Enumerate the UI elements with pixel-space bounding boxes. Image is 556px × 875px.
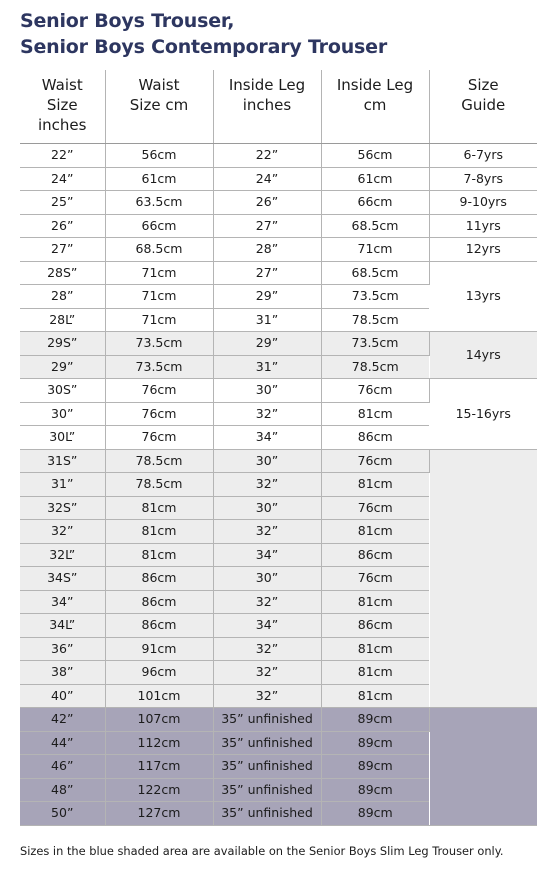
cell-waist-cm: 91cm bbox=[105, 637, 213, 661]
cell-waist-cm: 73.5cm bbox=[105, 355, 213, 379]
cell-waist-inches: 31” bbox=[20, 473, 105, 497]
header-waist-inches bbox=[20, 70, 105, 144]
cell-waist-inches: 25” bbox=[20, 191, 105, 215]
header-text: Size cm bbox=[129, 96, 189, 114]
table-row bbox=[20, 379, 537, 403]
cell-size-guide: 15-16yrs bbox=[429, 379, 537, 450]
cell-inside-leg-inches: 32” bbox=[213, 590, 321, 614]
cell-inside-leg-cm: 56cm bbox=[321, 144, 429, 168]
cell-inside-leg-cm: 66cm bbox=[321, 191, 429, 215]
header-text: cm bbox=[363, 96, 387, 114]
cell-inside-leg-cm: 81cm bbox=[321, 473, 429, 497]
cell-waist-cm: 66cm bbox=[105, 214, 213, 238]
cell-inside-leg-cm: 81cm bbox=[321, 637, 429, 661]
cell-waist-cm: 76cm bbox=[105, 379, 213, 403]
size-table-body bbox=[20, 70, 537, 825]
table-row bbox=[20, 214, 537, 238]
cell-waist-inches: 34” bbox=[20, 590, 105, 614]
cell-inside-leg-cm: 76cm bbox=[321, 496, 429, 520]
cell-waist-cm: 81cm bbox=[105, 520, 213, 544]
cell-inside-leg-inches: 34” bbox=[213, 426, 321, 450]
cell-inside-leg-inches: 35” unfinished bbox=[213, 731, 321, 755]
cell-size-guide: 14yrs bbox=[429, 332, 537, 379]
cell-waist-cm: 127cm bbox=[105, 802, 213, 826]
cell-inside-leg-inches: 26” bbox=[213, 191, 321, 215]
cell-waist-inches: 29S” bbox=[20, 332, 105, 356]
cell-waist-cm: 78.5cm bbox=[105, 449, 213, 473]
cell-inside-leg-inches: 27” bbox=[213, 214, 321, 238]
header-waist-cm bbox=[105, 70, 213, 144]
cell-inside-leg-inches: 24” bbox=[213, 167, 321, 191]
cell-waist-cm: 101cm bbox=[105, 684, 213, 708]
cell-waist-inches: 28L” bbox=[20, 308, 105, 332]
cell-inside-leg-cm: 76cm bbox=[321, 379, 429, 403]
table-row bbox=[20, 167, 537, 191]
cell-inside-leg-inches: 30” bbox=[213, 449, 321, 473]
header-text: Size bbox=[46, 96, 78, 114]
cell-inside-leg-cm: 76cm bbox=[321, 567, 429, 591]
header-text: Guide bbox=[461, 96, 506, 114]
cell-size-guide: 7-8yrs bbox=[429, 167, 537, 191]
cell-waist-inches: 44” bbox=[20, 731, 105, 755]
cell-size-guide: 9-10yrs bbox=[429, 191, 537, 215]
cell-inside-leg-cm: 78.5cm bbox=[321, 308, 429, 332]
table-row bbox=[20, 261, 537, 285]
cell-inside-leg-cm: 81cm bbox=[321, 684, 429, 708]
cell-inside-leg-cm: 86cm bbox=[321, 426, 429, 450]
cell-size-guide: 13yrs bbox=[429, 261, 537, 332]
cell-inside-leg-inches: 34” bbox=[213, 614, 321, 638]
header-inside-leg-cm bbox=[321, 70, 429, 144]
table-row bbox=[20, 238, 537, 262]
page-title bbox=[20, 8, 387, 60]
table-row bbox=[20, 191, 537, 215]
cell-inside-leg-cm: 86cm bbox=[321, 543, 429, 567]
table-row bbox=[20, 708, 537, 732]
cell-waist-cm: 86cm bbox=[105, 567, 213, 591]
cell-waist-inches: 32” bbox=[20, 520, 105, 544]
cell-inside-leg-inches: 35” unfinished bbox=[213, 755, 321, 779]
footnote: Sizes in the blue shaded area are available on the Senior Boys Slim Leg Trouser only. bbox=[20, 844, 504, 858]
header-text: Waist bbox=[138, 76, 180, 94]
cell-waist-inches: 36” bbox=[20, 637, 105, 661]
cell-waist-inches: 40” bbox=[20, 684, 105, 708]
cell-waist-cm: 117cm bbox=[105, 755, 213, 779]
cell-waist-inches: 46” bbox=[20, 755, 105, 779]
cell-waist-inches: 32L” bbox=[20, 543, 105, 567]
cell-inside-leg-inches: 30” bbox=[213, 379, 321, 403]
cell-inside-leg-cm: 68.5cm bbox=[321, 214, 429, 238]
cell-inside-leg-cm: 89cm bbox=[321, 802, 429, 826]
cell-waist-cm: 86cm bbox=[105, 614, 213, 638]
cell-waist-inches: 38” bbox=[20, 661, 105, 685]
header-size-guide bbox=[429, 70, 537, 144]
cell-inside-leg-cm: 89cm bbox=[321, 778, 429, 802]
cell-waist-inches: 31S” bbox=[20, 449, 105, 473]
cell-waist-inches: 42” bbox=[20, 708, 105, 732]
cell-inside-leg-inches: 29” bbox=[213, 332, 321, 356]
cell-inside-leg-cm: 76cm bbox=[321, 449, 429, 473]
cell-size-guide bbox=[429, 708, 537, 826]
cell-inside-leg-inches: 30” bbox=[213, 496, 321, 520]
table-row bbox=[20, 332, 537, 356]
cell-waist-cm: 96cm bbox=[105, 661, 213, 685]
cell-waist-cm: 81cm bbox=[105, 543, 213, 567]
cell-waist-inches: 28S” bbox=[20, 261, 105, 285]
size-table bbox=[20, 70, 537, 826]
cell-waist-inches: 48” bbox=[20, 778, 105, 802]
cell-inside-leg-cm: 89cm bbox=[321, 755, 429, 779]
cell-inside-leg-inches: 31” bbox=[213, 308, 321, 332]
title-line-1: Senior Boys Trouser, bbox=[20, 10, 235, 32]
cell-waist-inches: 34L” bbox=[20, 614, 105, 638]
cell-waist-cm: 63.5cm bbox=[105, 191, 213, 215]
cell-inside-leg-inches: 32” bbox=[213, 637, 321, 661]
cell-waist-cm: 71cm bbox=[105, 285, 213, 309]
table-row bbox=[20, 144, 537, 168]
cell-inside-leg-inches: 22” bbox=[213, 144, 321, 168]
cell-inside-leg-cm: 89cm bbox=[321, 708, 429, 732]
cell-inside-leg-inches: 30” bbox=[213, 567, 321, 591]
header-text: inches bbox=[242, 96, 292, 114]
cell-waist-inches: 30L” bbox=[20, 426, 105, 450]
cell-waist-cm: 73.5cm bbox=[105, 332, 213, 356]
cell-waist-cm: 112cm bbox=[105, 731, 213, 755]
cell-inside-leg-cm: 81cm bbox=[321, 590, 429, 614]
header-text: Inside Leg bbox=[336, 76, 414, 94]
cell-waist-inches: 30” bbox=[20, 402, 105, 426]
cell-inside-leg-cm: 86cm bbox=[321, 614, 429, 638]
cell-inside-leg-cm: 71cm bbox=[321, 238, 429, 262]
cell-waist-inches: 30S” bbox=[20, 379, 105, 403]
cell-inside-leg-cm: 89cm bbox=[321, 731, 429, 755]
cell-waist-cm: 68.5cm bbox=[105, 238, 213, 262]
cell-waist-inches: 50” bbox=[20, 802, 105, 826]
header-text: Inside Leg bbox=[228, 76, 306, 94]
cell-inside-leg-inches: 29” bbox=[213, 285, 321, 309]
cell-waist-inches: 28” bbox=[20, 285, 105, 309]
cell-waist-inches: 22” bbox=[20, 144, 105, 168]
title-line-2: Senior Boys Contemporary Trouser bbox=[20, 36, 387, 58]
cell-waist-inches: 27” bbox=[20, 238, 105, 262]
cell-waist-cm: 122cm bbox=[105, 778, 213, 802]
cell-inside-leg-cm: 68.5cm bbox=[321, 261, 429, 285]
cell-inside-leg-inches: 32” bbox=[213, 402, 321, 426]
cell-inside-leg-inches: 32” bbox=[213, 520, 321, 544]
cell-waist-inches: 32S” bbox=[20, 496, 105, 520]
cell-inside-leg-inches: 28” bbox=[213, 238, 321, 262]
header-text: Size bbox=[467, 76, 499, 94]
cell-inside-leg-cm: 81cm bbox=[321, 402, 429, 426]
cell-inside-leg-inches: 35” unfinished bbox=[213, 708, 321, 732]
cell-waist-inches: 24” bbox=[20, 167, 105, 191]
cell-inside-leg-inches: 32” bbox=[213, 473, 321, 497]
cell-inside-leg-cm: 61cm bbox=[321, 167, 429, 191]
cell-waist-cm: 76cm bbox=[105, 402, 213, 426]
cell-inside-leg-cm: 81cm bbox=[321, 520, 429, 544]
cell-waist-cm: 61cm bbox=[105, 167, 213, 191]
cell-inside-leg-cm: 73.5cm bbox=[321, 285, 429, 309]
cell-inside-leg-inches: 32” bbox=[213, 684, 321, 708]
cell-inside-leg-inches: 34” bbox=[213, 543, 321, 567]
cell-inside-leg-inches: 35” unfinished bbox=[213, 802, 321, 826]
cell-inside-leg-cm: 73.5cm bbox=[321, 332, 429, 356]
cell-size-guide: 12yrs bbox=[429, 238, 537, 262]
cell-waist-cm: 78.5cm bbox=[105, 473, 213, 497]
cell-waist-cm: 107cm bbox=[105, 708, 213, 732]
cell-size-guide bbox=[429, 449, 537, 708]
cell-waist-cm: 76cm bbox=[105, 426, 213, 450]
cell-inside-leg-inches: 27” bbox=[213, 261, 321, 285]
table-row bbox=[20, 449, 537, 473]
cell-waist-cm: 56cm bbox=[105, 144, 213, 168]
cell-inside-leg-cm: 81cm bbox=[321, 661, 429, 685]
cell-waist-cm: 86cm bbox=[105, 590, 213, 614]
cell-inside-leg-inches: 35” unfinished bbox=[213, 778, 321, 802]
cell-inside-leg-inches: 31” bbox=[213, 355, 321, 379]
cell-inside-leg-cm: 78.5cm bbox=[321, 355, 429, 379]
header-text: inches bbox=[38, 116, 87, 134]
cell-waist-cm: 81cm bbox=[105, 496, 213, 520]
cell-waist-inches: 29” bbox=[20, 355, 105, 379]
cell-waist-inches: 34S” bbox=[20, 567, 105, 591]
cell-waist-inches: 26” bbox=[20, 214, 105, 238]
header-text: Waist bbox=[41, 76, 83, 94]
header-inside-leg-inches bbox=[213, 70, 321, 144]
header-row bbox=[20, 70, 537, 144]
cell-waist-cm: 71cm bbox=[105, 308, 213, 332]
cell-size-guide: 6-7yrs bbox=[429, 144, 537, 168]
cell-size-guide: 11yrs bbox=[429, 214, 537, 238]
cell-inside-leg-inches: 32” bbox=[213, 661, 321, 685]
cell-waist-cm: 71cm bbox=[105, 261, 213, 285]
